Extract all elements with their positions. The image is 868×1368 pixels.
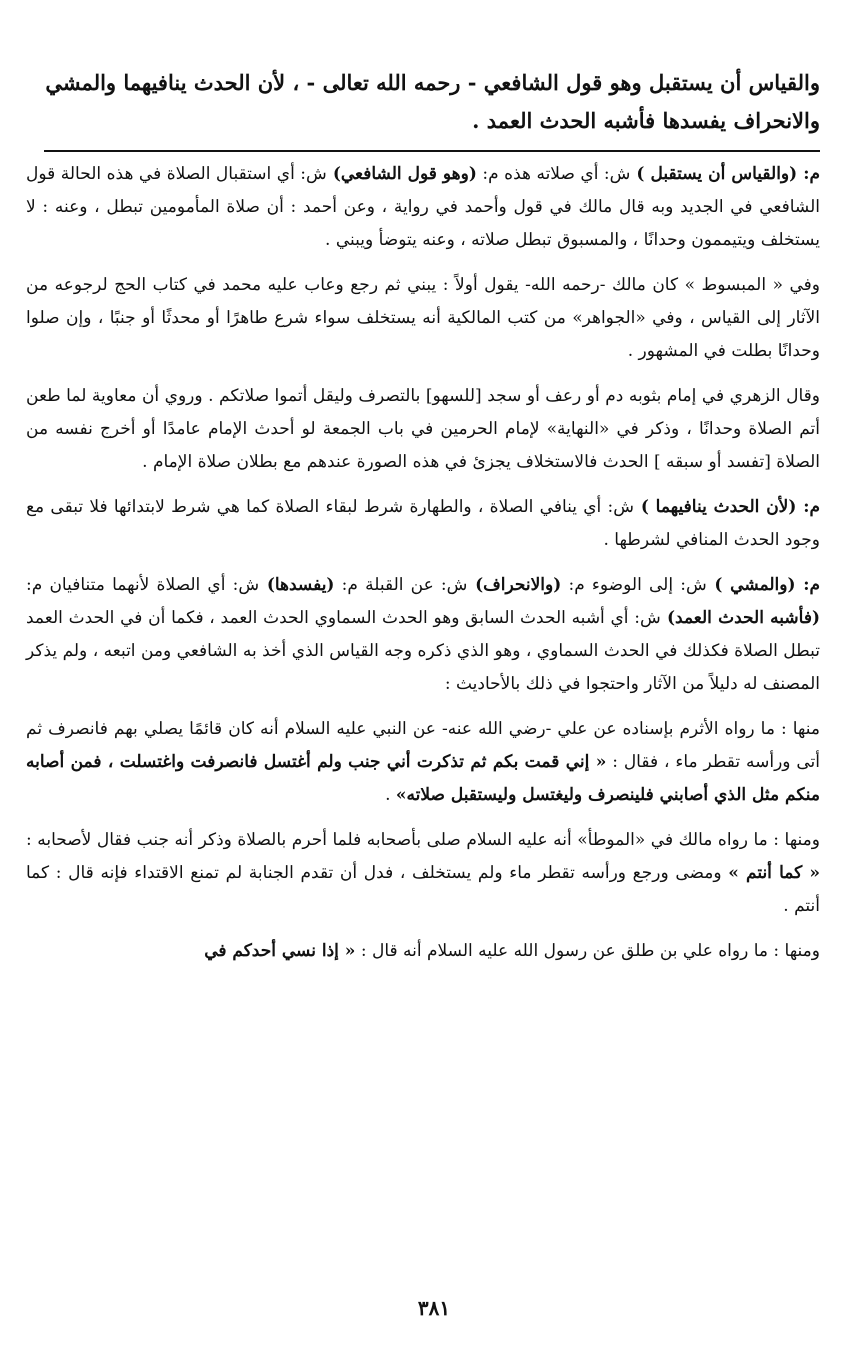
quoted-text: « إني قمت بكم ثم تذكرت أني جنب ولم أغتسل فانصرفت واغتسلت ، فمن أصابه منكم مثل الذي أصابني فلينصرف وليغتسل وليستقبل صلاته» [26,752,820,805]
commentary-paragraph [26,569,820,701]
commentary-paragraph [26,380,820,479]
commentary-paragraph [26,824,820,923]
commentary-text: وقال الزهري في إمام بثوبه دم أو رعف أو سجد [للسهو] بالتصرف وليقل أتموا صلاتكم . وروي أن معاوية لما طعن أتم الصلاة وحدانًا ، وذكر في «النهاية» لإمام الحرمين في باب الجمعة لو أحدث الإمام عامدًا أو أخرج نفسه من الصلاة [تفسد أو سبقه ] الحدث فالاستخلاف يجزئ في هذه الصورة عندهم مع بطلان صلاة الإمام . [26,386,820,472]
quoted-text: « إذا نسي أحدكم في [204,941,356,961]
quoted-text: م: (والمشي ) [706,575,820,595]
commentary-text: ومنها : ما رواه مالك في «الموطأ» أنه عليه السلام صلى بأصحابه فلما أحرم بالصلاة وذكر أنه جنب فقال لأصحابه : [26,830,820,850]
matn-line: والانحراف يفسدها فأشبه الحدث العمد . [472,108,820,133]
commentary-text: منها : ما رواه الأثرم بإسناده عن علي -رضي الله عنه- عن النبي عليه السلام أنه كان قائمًا يصلي بهم فانصرف ثم أتى ورأسه تقطر ماء ، فقال : [26,719,820,772]
commentary-text: ش: أي الصلاة لأنهما متنافيان م: [26,575,260,595]
quoted-text: (يفسدها) [259,575,335,595]
commentary-text: وفي « المبسوط » كان مالك -رحمه الله- يقول أولاً : يبني ثم رجع وعاب عليه محمد في كتاب الحج لرجوعه من الآثار إلى القياس ، وفي «الجواهر» من كتب المالكية أنه يستخلف سواء شرع طاهرًا أو محدثًا أو جنبًا ، وإن صلوا وحدانًا بطلت في المشهور . [26,275,820,361]
commentary-text: ش: أي ينافي الصلاة ، والطهارة شرط لبقاء الصلاة كما هي شرط لابتدائها فلا تبقى مع وجود الحدث المنافي لشرطها . [26,497,820,550]
separator-rule [44,150,820,152]
commentary-paragraph [26,935,820,968]
commentary-text: ش: أي أشبه الحدث السابق وهو الحدث السماوي الحدث العمد ، فكما أن في الحدث العمد تبطل الصلاة فكذلك في الحدث السماوي ، وهو الذي ذكره وجه القياس الذي أخذ به الشافعي ومن اتبعه ، ولم يذكر المصنف له دليلاً من الآثار واحتجوا في ذلك بالأحاديث : [26,608,820,694]
commentary-paragraph [26,491,820,557]
commentary-paragraph [26,269,820,368]
commentary-block [26,158,820,980]
quoted-text: م: (والقياس أن يستقبل ) [630,164,820,184]
commentary-text: ش: إلى الوضوء م: [561,575,707,595]
quoted-text: « كما أنتم » [728,863,820,883]
quoted-text: (فأشبه الحدث العمد) [660,608,821,628]
page-number: ٣٨١ [417,1296,451,1320]
commentary-text: ش: أي صلاته هذه م: [476,164,631,184]
quoted-text: (والانحراف) [467,575,562,595]
matn-text-block [26,64,820,140]
commentary-paragraph [26,158,820,257]
commentary-text: ومنها : ما رواه علي بن طلق عن رسول الله عليه السلام أنه قال : [355,941,820,961]
commentary-text: ش: أي استقبال الصلاة في هذه الحالة قول الشافعي في الجديد وبه قال مالك في قول وأحمد في رواية ، وعن أحمد : أن صلاة المأمومين تبطل ، وعنه : لا يستخلف ويتيممون وحدانًا ، والمسبوق تبطل صلاته ، وعنه يتوضأ ويبني . [26,164,820,250]
commentary-text: ومضى ورجع ورأسه تقطر ماء ولم يستخلف ، فدل أن تقدم الجنابة لم تمنع الاقتداء فإنه قال : كما أنتم . [26,863,820,916]
commentary-paragraph [26,713,820,812]
quoted-text: (وهو قول الشافعي) [326,164,477,184]
quoted-text: م: (لأن الحدث ينافيهما ) [634,497,821,517]
matn-line: والقياس أن يستقبل وهو قول الشافعي - رحمه الله تعالى - ، لأن الحدث ينافيهما والمشي [45,70,820,95]
commentary-text: . [385,785,396,805]
commentary-text: ش: عن القبلة م: [334,575,468,595]
